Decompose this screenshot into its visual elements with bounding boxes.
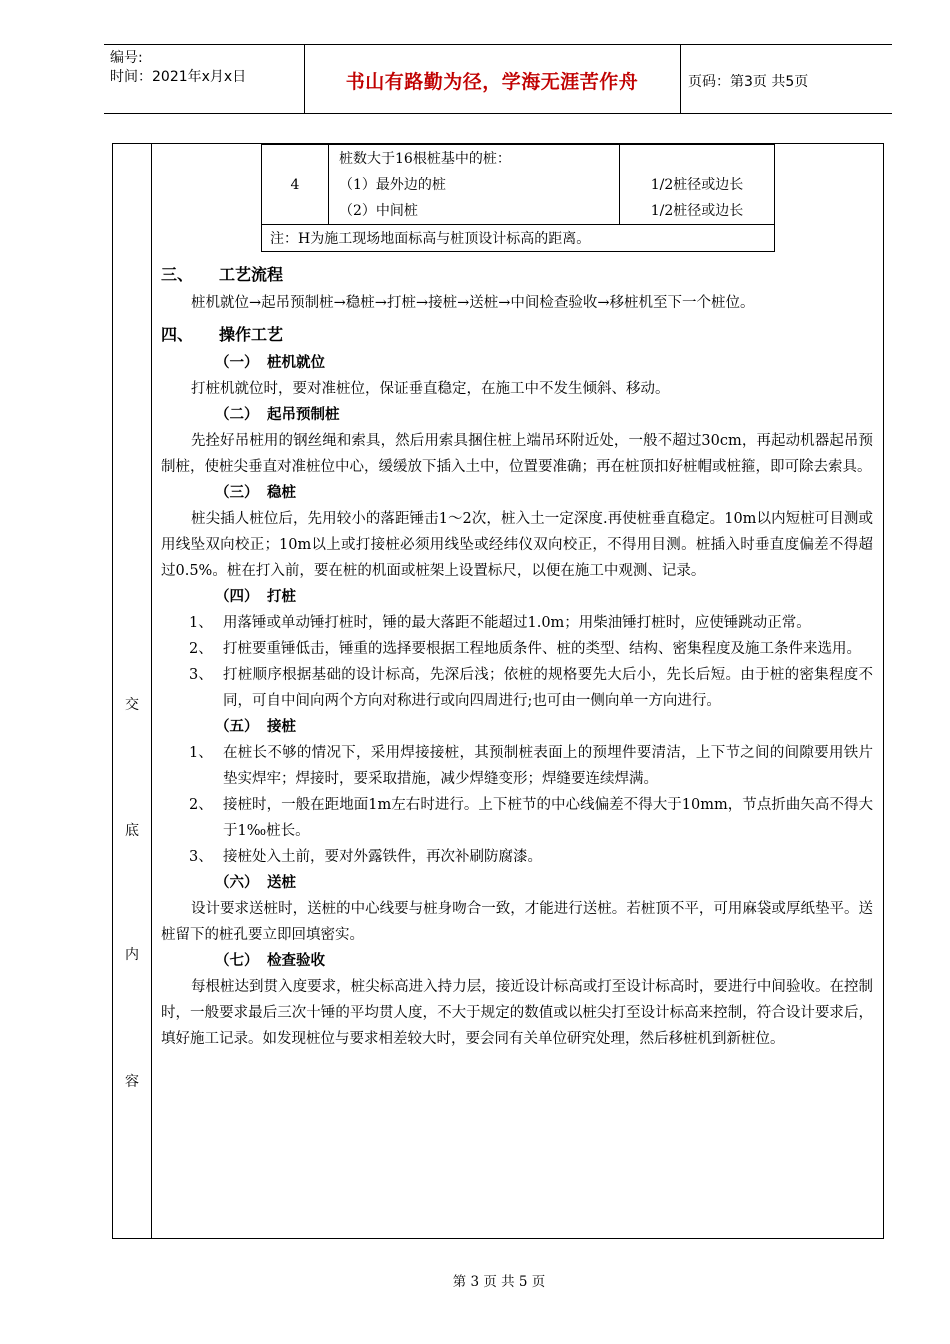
- subsection-heading: [161, 350, 873, 376]
- list-number: 2、: [189, 797, 213, 813]
- list-item: [161, 610, 873, 636]
- list-item: [161, 740, 873, 792]
- subsection-title: 接桩: [267, 719, 296, 735]
- table-note: 注：H为施工现场地面标高与桩顶设计标高的距离。: [262, 225, 775, 252]
- subsection-title: 起吊预制桩: [267, 407, 340, 423]
- document-number-label: 编号:: [110, 50, 143, 66]
- section-number: 三、: [161, 265, 194, 284]
- paragraph: 每根桩达到贯入度要求，桩尖标高进入持力层，接近设计标高或打至设计标高时，要进行中间验收。在控制时，一般要求最后三次十锤的平均贯人度，不大于规定的数值或以桩尖打至设计标高来控制，符合设计要求后，填好施工记录。如发现桩位与要求相差较大时，要会同有关单位研究处理，然后移桩机到新桩位。: [161, 979, 873, 1047]
- list-text: 接桩时，一般在距地面1m左右时进行。上下桩节的中心线偏差不得大于10mm，节点折曲矢高不得大于1‰桩长。: [223, 797, 873, 839]
- side-label-char: 容: [125, 1074, 139, 1090]
- paragraph: 桩尖插人桩位后，先用较小的落距锤击1～2次，桩入土一定深度.再使桩垂直稳定。10m以内短桩可目测或用线坠双向校正；10m以上或打接桩必须用线坠或经纬仪双向校正，不得用目测。桩插入时垂直度偏差不得超过0.5%。桩在打入前，要在桩的机面或桩架上设置标尺，以便在施工中观测、记录。: [161, 511, 873, 579]
- section-heading: [161, 320, 873, 350]
- table-item: 桩数大于16根桩基中的桩：: [339, 150, 511, 167]
- section-title: 工艺流程: [219, 265, 284, 284]
- header-motto: 书山有路勤为径，学海无涯苦作舟: [345, 71, 639, 93]
- page-header: [104, 44, 892, 114]
- subsection-title: 送桩: [267, 875, 296, 891]
- table-value: 1/2桩径或边长: [650, 176, 744, 193]
- paragraph: 打桩机就位时，要对准桩位，保证垂直稳定，在施工中不发生倾斜、移动。: [191, 381, 670, 397]
- subsection-heading: [161, 584, 873, 610]
- subsection-number: （二）: [215, 407, 259, 423]
- deviation-table: [261, 144, 775, 252]
- list-number: 1、: [189, 745, 213, 761]
- subsection-number: （五）: [215, 719, 259, 735]
- list-number: 3、: [189, 849, 213, 865]
- side-label-char: 交: [125, 697, 139, 713]
- table-cell-values: [620, 145, 775, 225]
- table-cell-items: [329, 145, 620, 225]
- list-number: 2、: [189, 641, 213, 657]
- list-text: 用落锤或单动锤打桩时，锤的最大落距不能超过1.0m；用柴油锤打桩时，应使锤跳动正常。: [223, 615, 811, 631]
- list-text: 接桩处入土前，要对外露铁件，再次补刷防腐漆。: [223, 849, 542, 865]
- subsection-number: （四）: [215, 589, 259, 605]
- subsection-number: （六）: [215, 875, 259, 891]
- process-flow-text: 桩机就位→起吊预制桩→稳桩→打桩→接桩→送桩→中间检查验收→移桩机至下一个桩位。: [191, 295, 755, 311]
- side-column-divider: [151, 144, 152, 1238]
- list-text: 打桩要重锤低击，锤重的选择要根据工程地质条件、桩的类型、结构、密集程度及施工条件来选用。: [223, 641, 861, 657]
- paragraph: 先拴好吊桩用的钢丝绳和索具，然后用索具捆住桩上端吊环附近处，一般不超过30cm，再起动机器起吊预制桩，使桩尖垂直对准桩位中心，缓缓放下插入土中，位置要准确；再在桩顶扣好桩帽或桩箍，即可除去索具。: [161, 433, 873, 475]
- table-row: [262, 145, 775, 225]
- paragraph: 设计要求送桩时，送桩的中心线要与桩身吻合一致，才能进行送桩。若桩顶不平，可用麻袋或厚纸垫平。送桩留下的桩孔要立即回填密实。: [161, 901, 873, 943]
- body-content: [161, 260, 873, 1052]
- subsection-heading: [161, 714, 873, 740]
- side-label-char: 内: [125, 947, 139, 963]
- subsection-heading: [161, 870, 873, 896]
- section-number: 四、: [161, 325, 194, 344]
- page-footer: 第 3 页 共 5 页: [452, 1274, 546, 1290]
- subsection-heading: [161, 480, 873, 506]
- section-title: 操作工艺: [219, 325, 284, 344]
- table-item: （2）中间桩: [339, 202, 418, 219]
- list-item: [161, 844, 873, 870]
- list-item: [161, 636, 873, 662]
- subsection-number: （一）: [215, 355, 259, 371]
- list-item: [161, 792, 873, 844]
- subsection-title: 检查验收: [267, 953, 325, 969]
- table-cell-index: 4: [262, 145, 329, 225]
- handover-content-box: [112, 143, 884, 1239]
- subsection-title: 打桩: [267, 589, 296, 605]
- list-number: 1、: [189, 615, 213, 631]
- subsection-heading: [161, 402, 873, 428]
- header-page-info: 页码：第3页 共5页: [688, 74, 809, 90]
- subsection-heading: [161, 948, 873, 974]
- subsection-title: 桩机就位: [267, 355, 325, 371]
- document-date: 时间：2021年x月x日: [110, 69, 247, 85]
- section-heading: [161, 260, 873, 290]
- list-text: 在桩长不够的情况下，采用焊接接桩，其预制桩表面上的预埋件要清洁，上下节之间的间隙要用铁片垫实焊牢；焊接时，要采取措施，减少焊缝变形；焊缝要连续焊满。: [223, 745, 873, 787]
- list-text: 打桩顺序根据基础的设计标高，先深后浅；依桩的规格要先大后小，先长后短。由于桩的密集程度不同，可自中间向两个方向对称进行或向四周进行;也可由一侧向单一方向进行。: [223, 667, 873, 709]
- table-item: （1）最外边的桩: [339, 176, 446, 193]
- subsection-number: （七）: [215, 953, 259, 969]
- list-item: [161, 662, 873, 714]
- list-number: 3、: [189, 667, 213, 683]
- subsection-title: 稳桩: [267, 485, 296, 501]
- side-label-char: 底: [125, 823, 139, 839]
- header-divider: [680, 45, 681, 113]
- header-meta: [110, 49, 246, 87]
- table-note-row: [262, 225, 775, 252]
- subsection-number: （三）: [215, 485, 259, 501]
- table-value: 1/2桩径或边长: [650, 202, 744, 219]
